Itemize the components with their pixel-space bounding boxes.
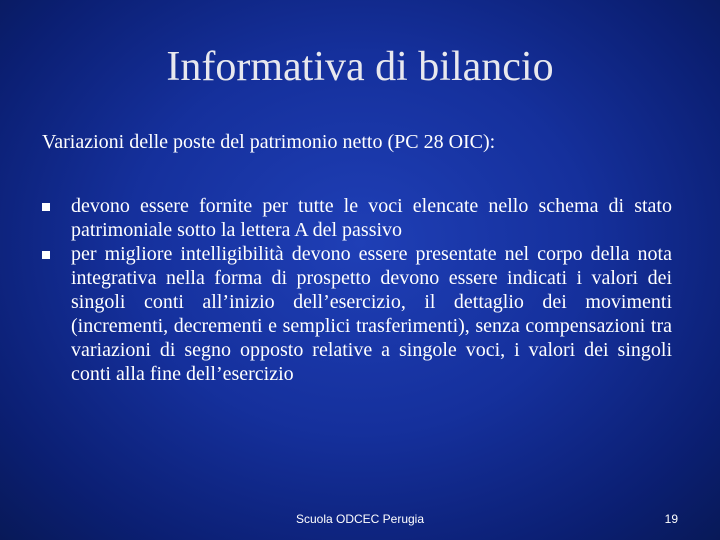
bullet-text: devono essere fornite per tutte le voci elencate nello schema di stato patrimoniale sotto la lettera A del passivo [71,195,672,241]
bullet-item [40,242,672,386]
slide-title: Informativa di bilancio [166,44,554,90]
slide-subtitle: Variazioni delle poste del patrimonio netto (PC 28 OIC): [42,131,496,153]
bullet-list [40,194,672,386]
square-bullet-icon [42,203,50,211]
bullet-item [40,194,672,242]
bullet-text: per migliore intelligibilità devono essere presentate nel corpo della nota integrativa nella forma di prospetto devono essere indicati i valori dei singoli conti all’inizio dell’esercizio, il dettaglio dei movimenti (incrementi, decrementi e semplici trasferimenti), senza compensazioni tra variazioni di segno opposto relative a singole voci, i valori dei singoli conti alla fine dell’esercizio [71,243,672,385]
page-number: 19 [664,512,678,526]
footer-organization: Scuola ODCEC Perugia [295,512,425,526]
square-bullet-icon [42,251,50,259]
